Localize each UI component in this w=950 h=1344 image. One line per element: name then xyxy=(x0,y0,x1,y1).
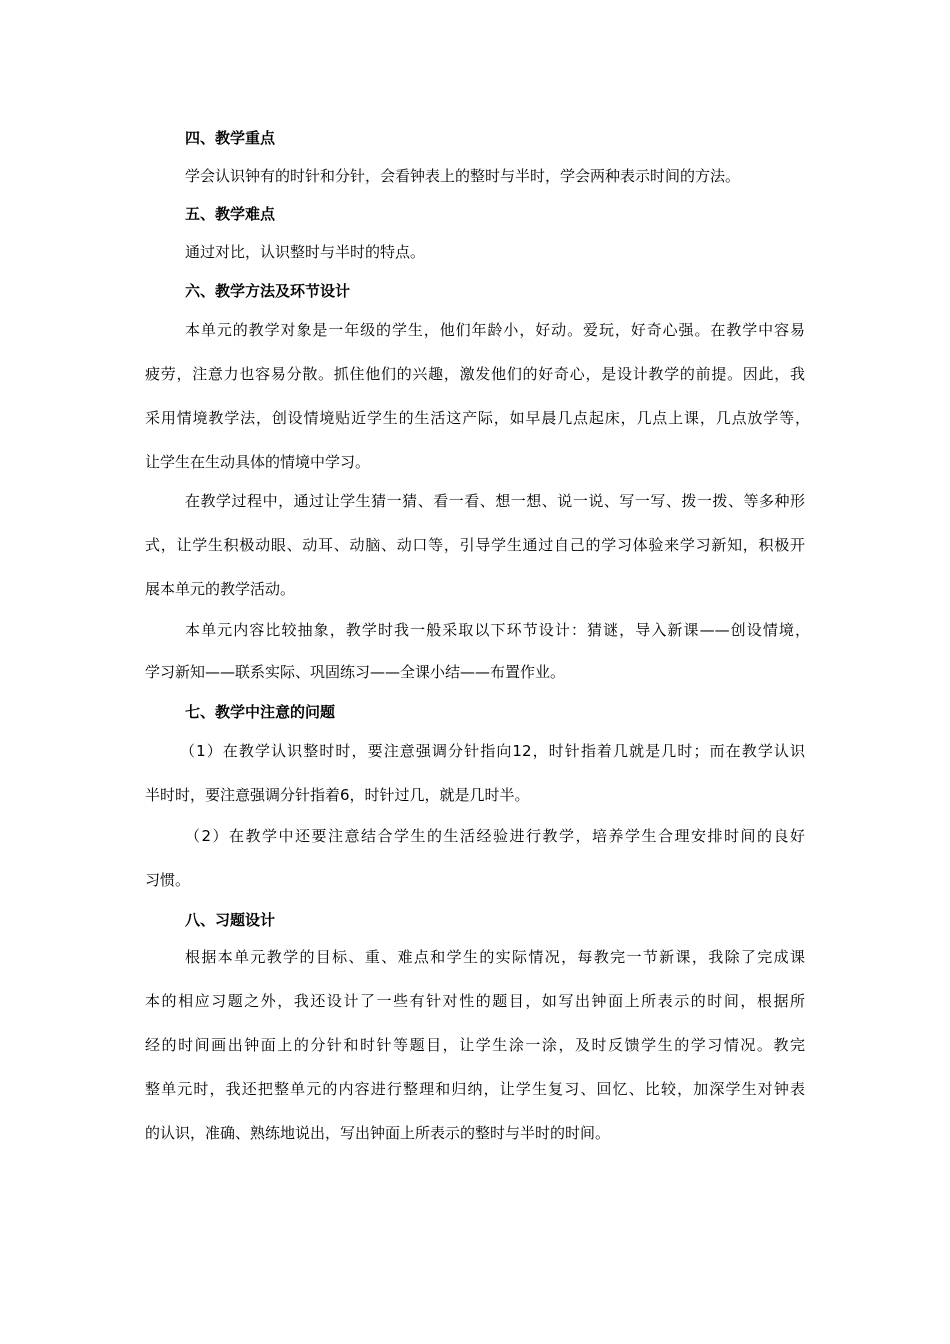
paragraph-line: 疲劳，注意力也容易分散。抓住他们的兴趣，激发他们的好奇心，是设计教学的前提。因此，我 xyxy=(145,365,805,383)
paragraph-line: （2）在教学中还要注意结合学生的生活经验进行教学，培养学生合理安排时间的良好 xyxy=(185,827,805,845)
paragraph-line: 的认识，准确、熟练地说出，写出钟面上所表示的整时与半时的时间。 xyxy=(145,1124,611,1142)
paragraph-line: 学会认识钟有的时针和分针，会看钟表上的整时与半时，学会两种表示时间的方法。 xyxy=(185,167,741,185)
paragraph-line: 整单元时，我还把整单元的内容进行整理和归纳，让学生复习、回忆、比较，加深学生对钟表 xyxy=(145,1080,805,1098)
paragraph-line: 让学生在生动具体的情境中学习。 xyxy=(145,453,371,471)
section-heading-4: 四、教学重点 xyxy=(185,129,276,147)
paragraph-line: 学习新知——联系实际、巩固练习——全课小结——布置作业。 xyxy=(145,663,566,681)
paragraph-line: 展本单元的教学活动。 xyxy=(145,580,296,598)
paragraph-line: 采用情境教学法，创设情境贴近学生的生活这产际，如早晨几点起床，几点上课，几点放学等， xyxy=(145,409,810,427)
section-heading-5: 五、教学难点 xyxy=(185,205,276,223)
paragraph-line: 习惯。 xyxy=(145,871,191,889)
paragraph-line: 式，让学生积极动眼、动耳、动脑、动口等，引导学生通过自己的学习体验来学习新知，积极开 xyxy=(145,536,805,554)
paragraph-line: 半时时，要注意强调分针指着6，时针过几，就是几时半。 xyxy=(145,786,530,804)
paragraph-line: 根据本单元教学的目标、重、难点和学生的实际情况，每教完一节新课，我除了完成课 xyxy=(185,948,805,966)
paragraph-line: 在教学过程中，通过让学生猜一猜、看一看、想一想、说一说、写一写、拨一拨、等多种形 xyxy=(185,492,805,510)
paragraph-line: 本的相应习题之外，我还设计了一些有针对性的题目，如写出钟面上所表示的时间，根据所 xyxy=(145,992,805,1010)
paragraph-line: 本单元内容比较抽象，教学时我一般采取以下环节设计：猜谜，导入新课——创设情境， xyxy=(185,621,810,639)
section-heading-8: 八、习题设计 xyxy=(185,911,276,929)
section-heading-6: 六、教学方法及环节设计 xyxy=(185,282,351,300)
paragraph-line: 通过对比，认识整时与半时的特点。 xyxy=(185,243,426,261)
section-heading-7: 七、教学中注意的问题 xyxy=(185,703,336,721)
paragraph-line: 本单元的教学对象是一年级的学生，他们年龄小，好动。爱玩，好奇心强。在教学中容易 xyxy=(185,321,805,339)
paragraph-line: （1）在教学认识整时时，要注意强调分针指向12，时针指着几就是几时；而在教学认识 xyxy=(180,742,805,760)
paragraph-line: 经的时间画出钟面上的分针和时针等题目，让学生涂一涂，及时反馈学生的学习情况。教完 xyxy=(145,1036,805,1054)
